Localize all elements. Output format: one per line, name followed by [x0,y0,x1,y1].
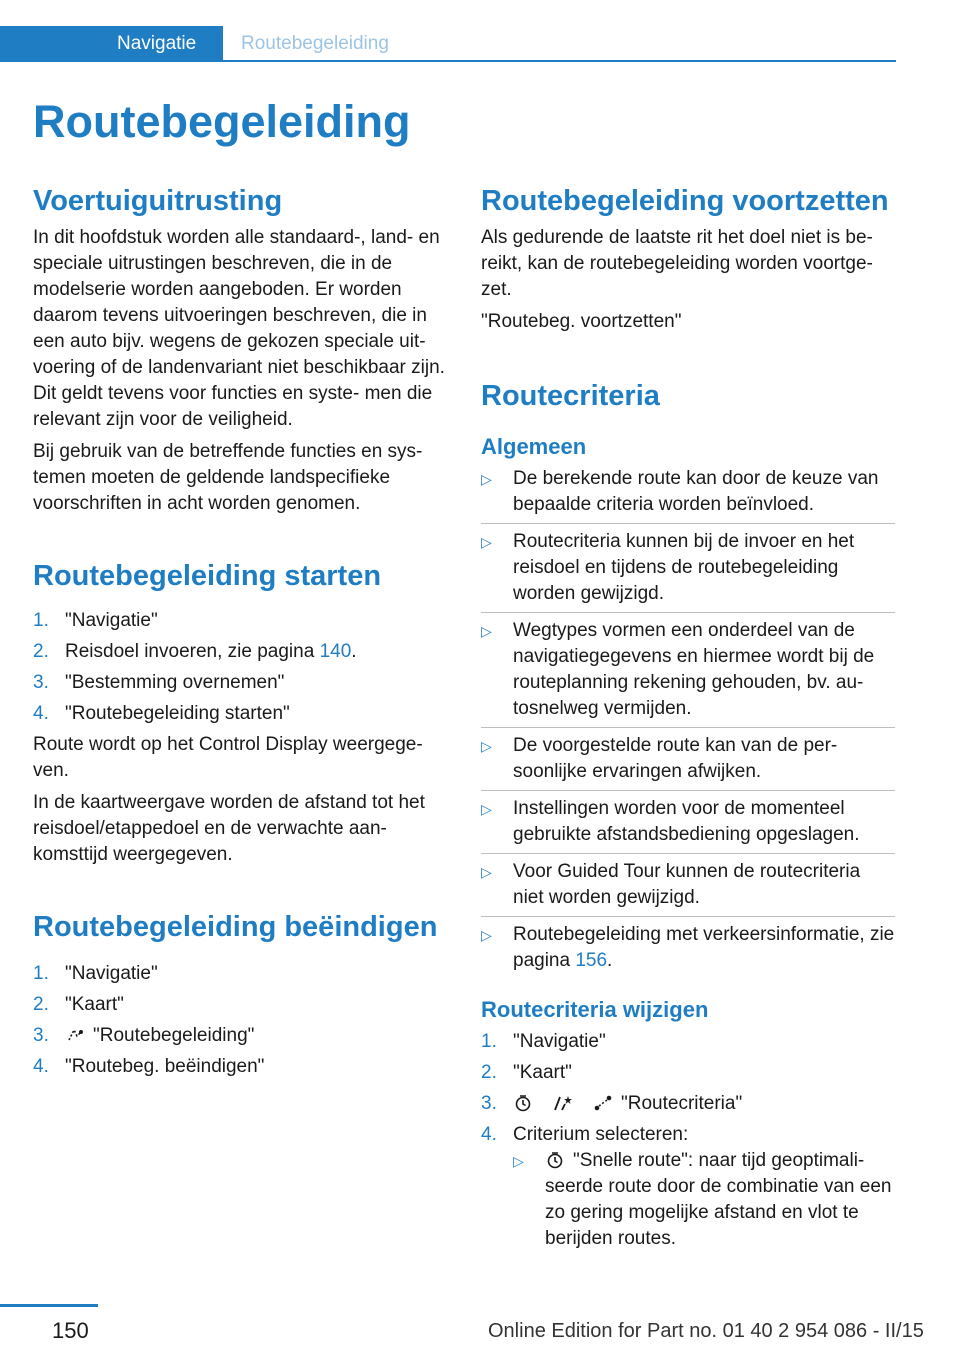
page-title: Routebegeleiding [33,96,411,147]
list-item: 4. Criterium selecteren: ▷ "Snelle route": naar tijd geoptimali- seerde route door de combinatie van een zo gering mogelijke afstand en vlot te berijden routes. [481,1122,895,1257]
list-item: 3. "Routecriteria" [481,1093,743,1114]
triangle-bullet-icon: ▷ [513,1153,524,1169]
route-guidance-icon [65,1026,85,1044]
header-bar [0,26,896,62]
list-item: ▷ Wegtypes vormen een onderdeel van de navigatiegegevens en hiermee wordt bij de routeplanning rekening gehouden, bv. au- tosnelweg vermijden. [481,618,895,728]
paragraph: In de kaartweergave worden de afstand tot het reisdoel/etappedoel en de verwachte aan- komsttijd weergegeven. [33,792,425,865]
triangle-bullet-icon: ▷ [481,471,492,487]
header-rule [0,60,896,62]
list-item: 4. "Routebegeleiding starten" [33,703,290,724]
list-item: ▷ Routebegeleiding met verkeersinformatie, zie pagina 156. [481,924,895,971]
triangle-bullet-icon: ▷ [481,927,492,943]
sub-bullet-list [513,1148,895,1257]
section-title-routecriteria: Routecriteria [481,380,660,412]
route-dots-icon [593,1094,613,1112]
steps-list-starten [33,608,447,727]
list-item: 1. "Navigatie" [33,963,158,984]
list-item: ▷ Routecriteria kunnen bij de invoer en het reisdoel en tijdens de routebegeleiding worden gewijzigd. [481,529,895,613]
triangle-bullet-icon: ▷ [481,738,492,754]
triangle-bullet-icon: ▷ [481,864,492,880]
page-link[interactable]: 140 [319,641,352,662]
list-item: 2. "Kaart" [33,994,124,1015]
section-title-starten: Routebegeleiding starten [33,560,382,592]
list-item: ▷ De berekende route kan door de keuze van bepaalde criteria worden beïnvloed. [481,466,895,524]
list-item: 1. "Navigatie" [481,1031,606,1052]
steps-list-beeindigen [33,961,447,1080]
page-link[interactable]: 156 [575,950,608,971]
paragraph: Als gedurende de laatste rit het doel niet is be- reikt, kan de routebegeleiding worden voortge- zet. [481,227,873,300]
list-item: 1. "Navigatie" [33,610,158,631]
subsection-title-algemeen: Algemeen [481,434,587,459]
edition-note: Online Edition for Part no. 01 40 2 954 086 - II/15 [488,1320,924,1342]
list-item: ▷ "Snelle route": naar tijd geoptimali- seerde route door de combinatie van een zo gering mogelijke afstand en vlot te berijden routes. [513,1150,892,1249]
paragraph: Route wordt op het Control Display weergege- ven. [33,734,423,781]
tab-routebegeleiding[interactable]: Routebegeleiding [241,33,389,54]
clock-icon [513,1094,533,1112]
paragraph: In dit hoofdstuk worden alle standaard-, land- en speciale uitrustingen beschreven, die in de modelserie worden aangeboden. Er worden daarom tevens uitvoeringen beschreven, die in een auto bijv. wegens de gekozen speciale uit- voering of de landenvariant niet beschikbaar zijn. Dit geldt tevens voor functies en syste- men die relevant zijn voor de veiligheid. [33,227,445,430]
section-title-voortzetten: Routebegeleiding voortzetten [481,185,889,217]
list-item: 3. "Bestemming overnemen" [33,672,285,693]
list-item: ▷ Voor Guided Tour kunnen de routecriteria niet worden gewijzigd. [481,859,895,917]
list-item: ▷ Instellingen worden voor de momenteel gebruikte afstandsbediening opgeslagen. [481,796,895,854]
triangle-bullet-icon: ▷ [481,801,492,817]
tab-navigatie[interactable]: Navigatie [0,26,223,62]
subsection-title-wijzigen: Routecriteria wijzigen [481,997,709,1022]
list-item: 2. "Kaart" [481,1062,572,1083]
bullet-list-algemeen [481,466,895,979]
section-title-beeindigen: Routebegeleiding beëindigen [33,911,438,943]
list-item: 2. Reisdoel invoeren, zie pagina 140. [33,641,357,662]
footer-rule [0,1304,98,1307]
list-item: 4. "Routebeg. beëindigen" [33,1056,265,1077]
triangle-bullet-icon: ▷ [481,623,492,639]
list-item: ▷ De voorgestelde route kan van de per- soonlijke ervaringen afwijken. [481,733,895,791]
left-column [33,186,447,1085]
clock-icon [545,1151,565,1169]
paragraph: Bij gebruik van de betreffende functies en sys- temen moeten de geldende landspecifieke voorschriften in acht worden genomen. [33,441,423,514]
page-number: 150 [52,1318,89,1343]
section-title-voertuiguitrusting: Voertuiguitrusting [33,185,283,217]
paragraph: "Routebeg. voortzetten" [481,311,682,332]
triangle-bullet-icon: ▷ [481,534,492,550]
road-star-icon [553,1094,573,1112]
right-column [481,186,895,1262]
list-item: 3. "Routebegeleiding" [33,1025,255,1046]
steps-list-wijzigen [481,1029,895,1257]
